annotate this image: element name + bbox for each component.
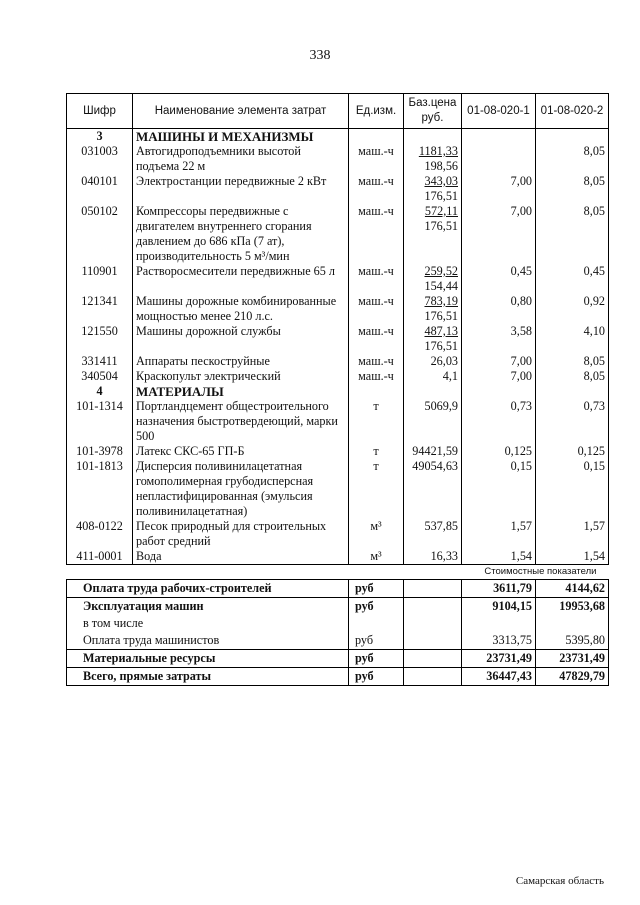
item-name: Машины дорожной службы [133,324,349,354]
value-col2: 0,45 [536,264,609,294]
summary-value-col2: 5395,80 [536,632,609,650]
material-row [67,549,609,565]
summary-unit: руб [349,598,404,616]
empty-cell [462,129,536,145]
value-col2: 0,15 [536,459,609,519]
material-row [67,444,609,459]
item-unit: т [349,444,404,459]
empty-cell [404,668,462,686]
item-unit: маш.-ч [349,324,404,354]
empty-cell [404,615,462,632]
item-price: 537,85 [404,519,462,549]
value-col1: 0,73 [462,399,536,444]
item-unit: маш.-ч [349,354,404,369]
item-unit: маш.-ч [349,294,404,324]
machine-row [67,144,609,174]
summary-value-col1: 9104,15 [462,598,536,616]
item-code: 101-1314 [67,399,133,444]
base-price: 343,03 [424,174,458,188]
header-name: Наименование элемента затрат [133,94,349,129]
item-code: 110901 [67,264,133,294]
operator-wage: 154,44 [424,279,458,293]
summary-caption: Стоимостные показатели [484,566,597,577]
summary-value-col2: 23731,49 [536,650,609,668]
item-price [404,354,462,369]
summary-value-col2: 4144,62 [536,580,609,598]
summary-value-col1: 23731,49 [462,650,536,668]
base-price: 1181,33 [418,144,458,158]
base-price: 572,11 [424,204,458,218]
value-col1: 0,80 [462,294,536,324]
empty-cell [404,384,462,399]
empty-cell [536,384,609,399]
machine-row [67,294,609,324]
header-row [67,94,609,129]
section-title: МАШИНЫ И МЕХАНИЗМЫ [133,129,349,145]
machine-row [67,264,609,294]
item-name: Машины дорожные комбинированные мощностью менее 210 л.с. [133,294,349,324]
summary-value-col1: 3611,79 [462,580,536,598]
operator-wage: 176,51 [424,309,458,323]
empty-cell [349,129,404,145]
item-unit: маш.-ч [349,144,404,174]
base-price: 26,03 [430,354,458,368]
item-name: Электростанции передвижные 2 кВт [133,174,349,204]
material-row [67,399,609,444]
material-row [67,459,609,519]
value-col2: 0,92 [536,294,609,324]
item-name: Латекс СКС-65 ГП-Б [133,444,349,459]
summary-value-col2: 47829,79 [536,668,609,686]
empty-cell [536,129,609,145]
summary-row [67,615,609,632]
item-code: 121341 [67,294,133,324]
empty-cell [462,384,536,399]
item-name: Песок природный для строительных работ средний [133,519,349,549]
item-price: 5069,9 [404,399,462,444]
item-name: Растворосмесители передвижные 65 л [133,264,349,294]
item-price: 94421,59 [404,444,462,459]
machine-row [67,174,609,204]
value-col2: 8,05 [536,354,609,369]
item-unit: маш.-ч [349,174,404,204]
value-col1: 1,54 [462,549,536,565]
item-unit: т [349,459,404,519]
summary-row [67,668,609,686]
value-col2: 8,05 [536,369,609,384]
item-name: Портландцемент общестроительного назначения быстротвердеющий, марки 500 [133,399,349,444]
section-title: МАТЕРИАЛЫ [133,384,349,399]
header-price: Баз.цена руб. [404,94,462,129]
item-unit: т [349,399,404,444]
item-unit: м³ [349,549,404,565]
item-code: 101-3978 [67,444,133,459]
value-col1: 3,58 [462,324,536,354]
value-col2: 1,57 [536,519,609,549]
empty-cell [404,650,462,668]
value-col2: 0,73 [536,399,609,444]
value-col1: 7,00 [462,204,536,264]
summary-value-col2 [536,615,609,632]
summary-row [67,650,609,668]
item-price [404,144,462,174]
header-col2: 01-08-020-2 [536,94,609,129]
item-code: 331411 [67,354,133,369]
item-unit: маш.-ч [349,204,404,264]
value-col2: 8,05 [536,204,609,264]
item-code: 408-0122 [67,519,133,549]
base-price: 783,19 [424,294,458,308]
header-unit: Ед.изм. [349,94,404,129]
summary-unit: руб [349,668,404,686]
value-col1: 1,57 [462,519,536,549]
item-name: Вода [133,549,349,565]
summary-label: Оплата труда рабочих-строителей [67,580,349,598]
machine-row [67,324,609,354]
value-col1: 7,00 [462,174,536,204]
empty-cell [349,384,404,399]
value-col1: 0,15 [462,459,536,519]
summary-value-col1 [462,615,536,632]
operator-wage: 176,51 [424,219,458,233]
item-code: 040101 [67,174,133,204]
item-code: 411-0001 [67,549,133,565]
machine-row [67,369,609,384]
item-code: 031003 [67,144,133,174]
summary-label: в том числе [67,615,349,632]
machine-row [67,354,609,369]
item-name: Дисперсия поливинилацетатная гомополимерная грубодисперсная непластифицированная (эмульсия поливинилацетатная) [133,459,349,519]
item-code: 050102 [67,204,133,264]
summary-unit: руб [349,632,404,650]
empty-cell [404,580,462,598]
summary-caption-row [67,565,609,580]
item-code: 121550 [67,324,133,354]
value-col1: 7,00 [462,354,536,369]
summary-value-col1: 36447,43 [462,668,536,686]
value-col1: 0,45 [462,264,536,294]
empty-cell [404,632,462,650]
empty-cell [404,598,462,616]
item-code: 101-1813 [67,459,133,519]
value-col1: 0,125 [462,444,536,459]
base-price: 259,52 [424,264,458,278]
value-col2: 4,10 [536,324,609,354]
item-name: Компрессоры передвижные с двигателем внутреннего сгорания давлением до 686 кПа (7 ат), производительность 5 м³/мин [133,204,349,264]
operator-wage: 176,51 [424,339,458,353]
material-row [67,519,609,549]
summary-unit: руб [349,650,404,668]
operator-wage: 198,56 [424,159,458,173]
item-price [404,294,462,324]
machine-row [67,204,609,264]
header-col1: 01-08-020-1 [462,94,536,129]
item-price: 16,33 [404,549,462,565]
value-col2: 8,05 [536,144,609,174]
item-name: Аппараты пескоструйные [133,354,349,369]
base-price: 4,1 [442,369,458,383]
item-name: Краскопульт электрический [133,369,349,384]
summary-row [67,632,609,650]
region-footer: Самарская область [515,875,604,887]
summary-value-col1: 3313,75 [462,632,536,650]
empty-cell [404,129,462,145]
summary-label: Эксплуатация машин [67,598,349,616]
base-price: 487,13 [424,324,458,338]
value-col1 [462,144,536,174]
section-code: 4 [67,384,133,399]
section-row-materials [67,384,609,399]
item-price [404,324,462,354]
operator-wage: 176,51 [424,189,458,203]
item-name: Автогидроподъемники высотой подъема 22 м [133,144,349,174]
item-price: 49054,63 [404,459,462,519]
section-code: 3 [67,129,133,145]
section-row-machines [67,129,609,145]
item-price [404,204,462,264]
page-number: 338 [309,48,331,63]
summary-label: Всего, прямые затраты [67,668,349,686]
summary-row [67,598,609,616]
summary-value-col2: 19953,68 [536,598,609,616]
item-unit: маш.-ч [349,369,404,384]
item-price [404,174,462,204]
header-code: Шифр [67,94,133,129]
summary-label: Материальные ресурсы [67,650,349,668]
value-col2: 1,54 [536,549,609,565]
value-col2: 8,05 [536,174,609,204]
item-unit: м³ [349,519,404,549]
item-code: 340504 [67,369,133,384]
item-price [404,264,462,294]
value-col2: 0,125 [536,444,609,459]
cost-table [66,93,609,686]
summary-unit: руб [349,580,404,598]
summary-label: Оплата труда машинистов [67,632,349,650]
item-price [404,369,462,384]
item-unit: маш.-ч [349,264,404,294]
summary-row [67,580,609,598]
value-col1: 7,00 [462,369,536,384]
summary-unit [349,615,404,632]
